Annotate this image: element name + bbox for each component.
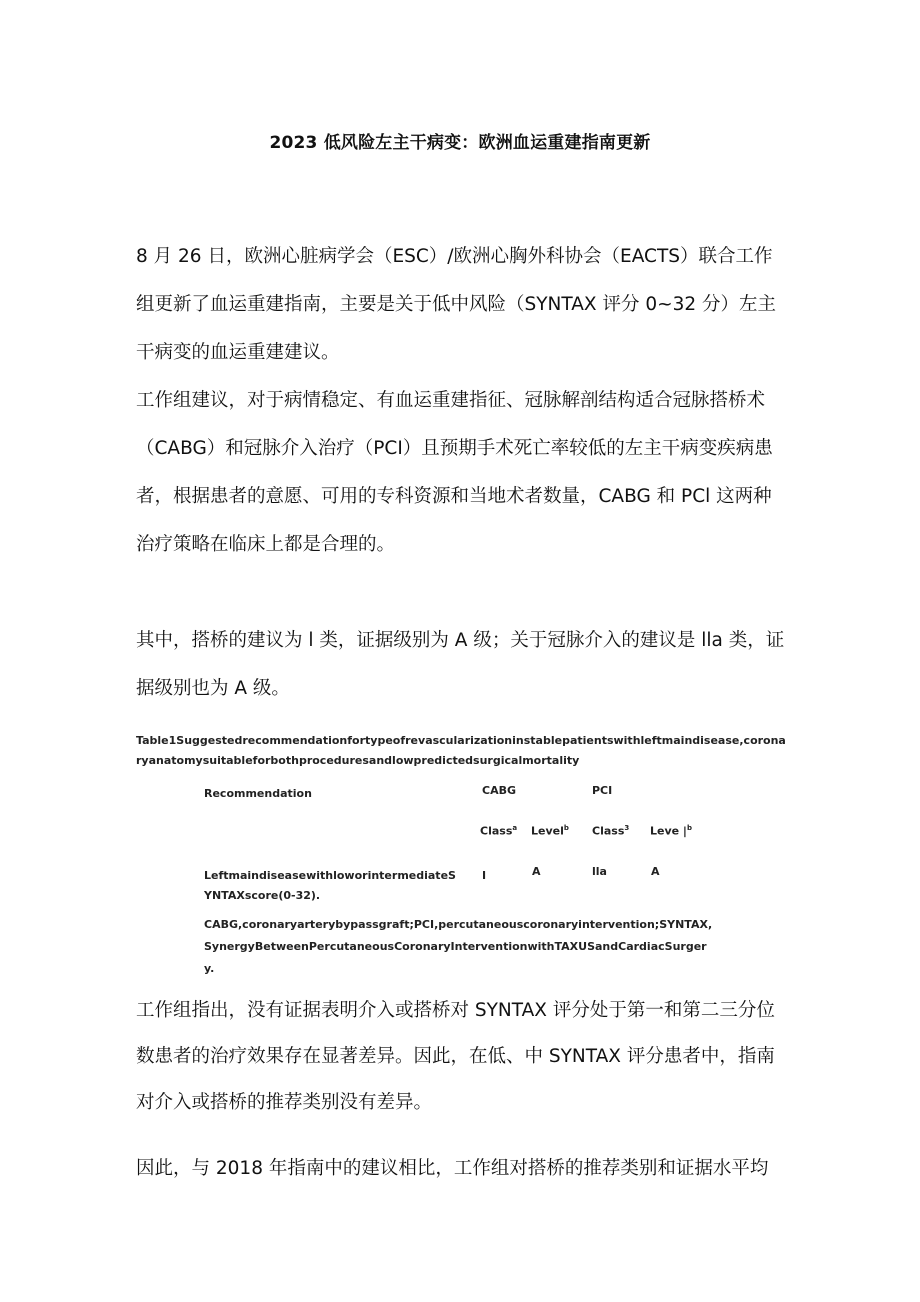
header-pci: PCI: [592, 784, 613, 797]
table-row-label: LeftmaindiseasewithloworintermediateSYNTAXscore(0-32).: [204, 869, 456, 902]
subheader-pci-level: [650, 824, 692, 838]
subheader-cabg-class-text: Class: [480, 824, 513, 838]
subheader-pci-class-footnote: 3: [624, 824, 630, 832]
document-title: 2023 低风险左主干病变：欧洲血运重建指南更新: [269, 133, 651, 153]
subheader-pci-class: [592, 824, 629, 838]
subheader-pci-class-text: Class: [592, 824, 625, 838]
cell-pci-level: A: [651, 865, 660, 878]
paragraph-recommendation: 工作组建议，对于病情稳定、有血运重建指征、冠脉解剖结构适合冠脉搭桥术（CABG）和冠脉介入治疗（PCI）且预期手术死亡率较低的左主干病变疾病患者，根据患者的意愿、可用的专科资源和当地术者数量，CABG 和 PCl 这两种治疗策略在临床上都是合理的。: [136, 390, 773, 555]
subheader-pci-level-text: Leve |: [650, 824, 687, 838]
header-recommendation: Recommendation: [204, 787, 312, 800]
paragraph-class-levels: 其中，搭桥的建议为 l 类，证据级别为 A 级；关于冠脉介入的建议是 lla 类，证据级别也为 A 级。: [136, 630, 785, 699]
subheader-cabg-level-text: Level: [531, 824, 564, 838]
subheader-cabg-class: [480, 824, 517, 838]
table-caption: Table1Suggestedrecommendationfortypeofrevascularizationinstablepatientswithleftmaindisease,coronaryanatomysuitableforbothproceduresandlowpredictedsurgicalmortality: [136, 734, 786, 767]
header-cabg: CABG: [482, 784, 516, 797]
subheader-cabg-level-footnote: b: [563, 824, 569, 832]
subheader-cabg-level: [531, 824, 569, 838]
paragraph-syntax-findings: 工作组指出，没有证据表明介入或搭桥对 SYNTAX 评分处于第一和第二三分位数患者的治疗效果存在显著差异。因此，在低、中 SYNTAX 评分患者中，指南对介入或搭桥的推荐类别没有差异。: [136, 1000, 775, 1113]
subheader-pci-level-footnote: b: [686, 824, 692, 832]
table-footnote: CABG,coronaryarterybypassgraft;PCI,percutaneouscoronaryintervention;SYNTAX,SynergyBetweenPercutaneousCoronaryInterventionwithTAXUSandCardiacSurgery.: [204, 918, 713, 975]
paragraph-comparison-2018: 因此，与 2018 年指南中的建议相比，工作组对搭桥的推荐类别和证据水平均: [136, 1158, 769, 1179]
cell-cabg-class: I: [482, 869, 487, 882]
cell-pci-class: lla: [592, 865, 607, 878]
paragraph-intro: 8 月 26 日，欧洲心脏病学会（ESC）/欧洲心胸外科协会（EACTS）联合工作组更新了血运重建指南，主要是关于低中风险（SYNTAX 评分 0~32 分）左主干病变的血运重建建议。: [136, 246, 777, 363]
subheader-cabg-class-footnote: a: [512, 824, 518, 832]
cell-cabg-level: A: [532, 865, 541, 878]
